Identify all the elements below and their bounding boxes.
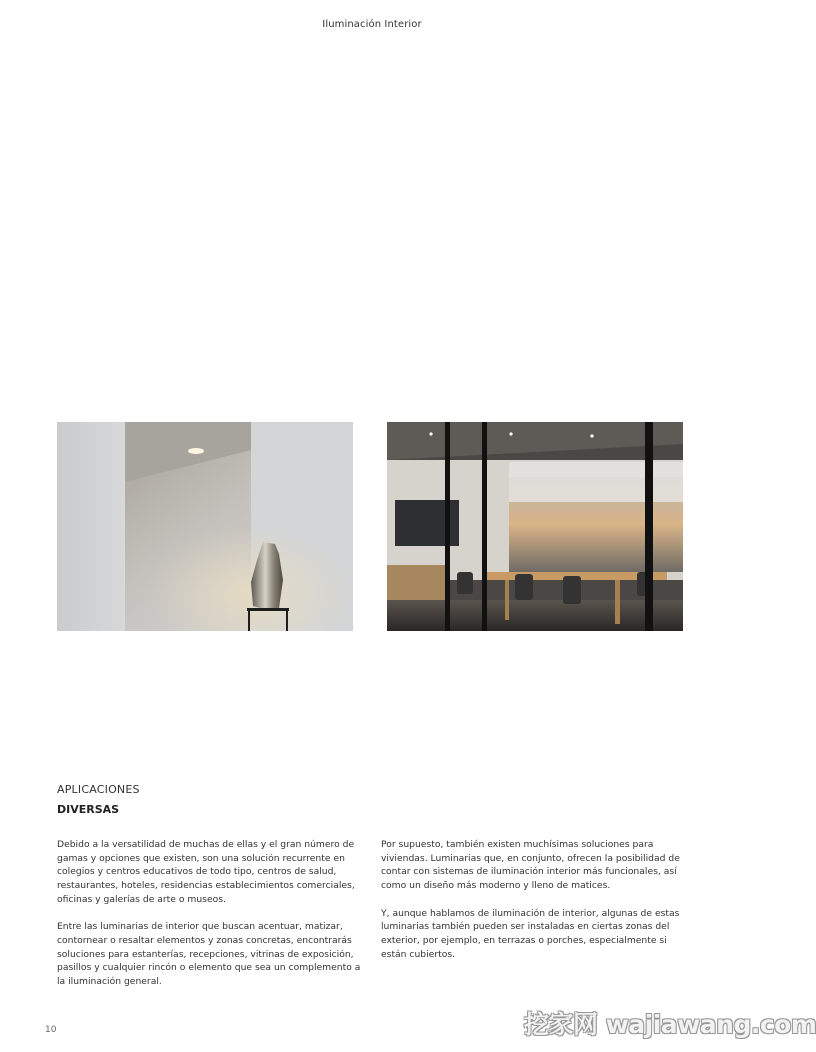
paragraph: Debido a la versatilidad de muchas de ellas y el gran número de gamas y opciones que existen, son una solución recurrente en colegios y centros educativos de todo tipo, centros de salud, restaurantes, hoteles, residencias establecimientos comerciales, oficinas y galerías de arte o museos. — [57, 839, 355, 905]
sculpture-niche-photo — [57, 422, 353, 631]
section-title-line2: DIVERSAS — [57, 803, 120, 816]
paragraph: Entre las luminarias de interior que buscan acentuar, matizar, contornear o resaltar elementos y zonas concretas, encontrarás soluciones para estanterías, recepciones, vitrinas de exposición, pasillos y cualquier rincón o elemento que sea un complemento a la iluminación general. — [57, 921, 361, 988]
site-watermark: 挖家网 wajiawang.com — [524, 1010, 816, 1039]
paragraph: Por supuesto, también existen muchísimas soluciones para viviendas. Luminarias que, en conjunto, ofrecen la posibilidad de contar con sistemas de iluminación interior más funcionales, así como un diseño más moderno y lleno de matices. — [381, 839, 680, 892]
text-column-left — [57, 838, 363, 1002]
text-column-right — [381, 838, 687, 975]
page-number: 10 — [45, 1025, 57, 1035]
paragraph: Y, aunque hablamos de iluminación de interior, algunas de estas luminarias también pueden ser instaladas en ciertas zonas del exterior, por ejemplo, en terrazas o porches, especialmente si están cubiertos. — [381, 907, 680, 960]
running-header: Iluminación Interior — [322, 19, 422, 30]
section-title-line1: APLICACIONES — [57, 783, 140, 796]
section-title — [57, 782, 140, 817]
meeting-room-photo — [387, 422, 683, 631]
